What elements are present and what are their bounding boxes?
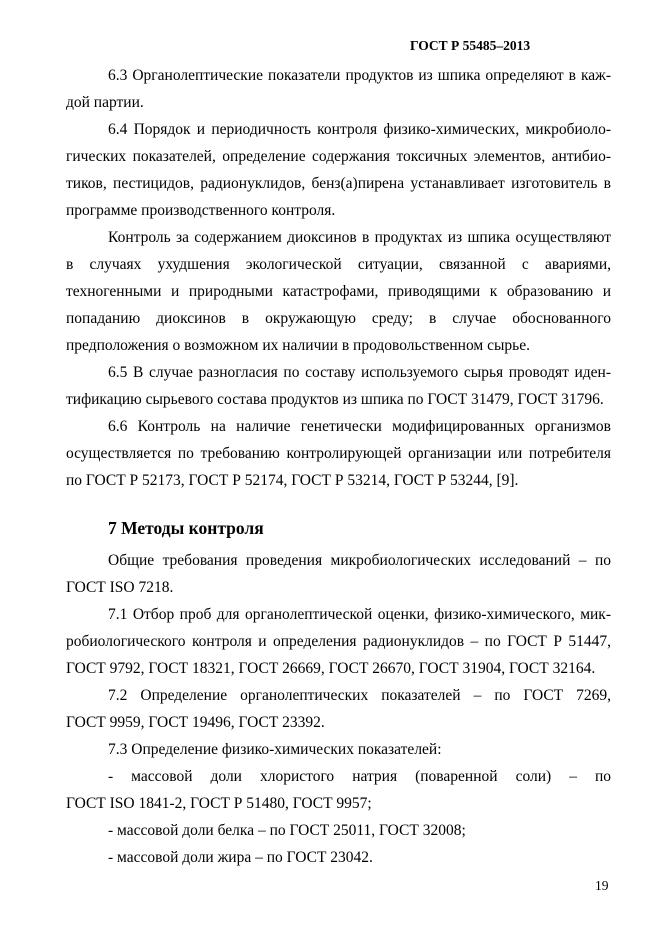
- text-line: гических показателей, определение содержания токсичных элементов, антибио-: [66, 148, 611, 165]
- text-line: ГОСТ ISO 1841-2, ГОСТ Р 51480, ГОСТ 9957;: [66, 795, 372, 812]
- text-line: техногенными и природными катастрофами, приводящими к образованию и: [66, 283, 611, 300]
- text-line: предположения о возможном их наличии в продовольственном сырье.: [66, 337, 530, 354]
- text-line: - массовой доли белка – по ГОСТ 25011, ГОСТ 32008;: [108, 822, 466, 839]
- text-line: осуществляется по требованию контролирующей организации или потребителя: [66, 445, 611, 462]
- text-line: - массовой доли жира – по ГОСТ 23042.: [108, 849, 373, 866]
- text-line: тиков, пестицидов, радионуклидов, бенз(а)пирена устанавливает изготовитель в: [66, 175, 611, 192]
- text-line: 6.5 В случае разногласия по составу используемого сырья проводят иден-: [108, 364, 611, 381]
- text-line: попаданию диоксинов в окружающую среду; в случае обоснованного: [66, 310, 611, 327]
- text-line: ГОСТ ISO 7218.: [66, 579, 174, 596]
- text-line: 7.2 Определение органолептических показателей – по ГОСТ 7269,: [108, 687, 611, 704]
- text-line: 6.3 Органолептические показатели продуктов из шпика определяют в каж-: [108, 67, 611, 84]
- text-line: робиологического контроля и определения радионуклидов – по ГОСТ Р 51447,: [66, 633, 611, 650]
- text-line: дой партии.: [66, 94, 144, 111]
- section-heading: 7 Методы контроля: [108, 518, 264, 538]
- document-header: ГОСТ Р 55485–2013: [410, 38, 531, 53]
- text-line: ГОСТ 9959, ГОСТ 19496, ГОСТ 23392.: [66, 714, 325, 731]
- text-line: - массовой доли хлористого натрия (поваренной соли) – по: [108, 768, 611, 785]
- text-line: по ГОСТ Р 52173, ГОСТ Р 52174, ГОСТ Р 53214, ГОСТ Р 53244, [9].: [66, 472, 519, 489]
- text-line: 6.6 Контроль на наличие генетически модифицированных организмов: [108, 418, 611, 435]
- text-line: программе производственного контроля.: [66, 202, 336, 219]
- text-line: Общие требования проведения микробиологических исследований – по: [108, 552, 611, 569]
- text-line: 7.3 Определение физико-химических показателей:: [108, 741, 442, 758]
- page-number: 19: [595, 878, 609, 893]
- text-line: в случаях ухудшения экологической ситуации, связанной с авариями,: [66, 256, 611, 273]
- text-line: тификацию сырьевого состава продуктов из шпика по ГОСТ 31479, ГОСТ 31796.: [66, 391, 604, 408]
- text-line: ГОСТ 9792, ГОСТ 18321, ГОСТ 26669, ГОСТ 26670, ГОСТ 31904, ГОСТ 32164.: [66, 660, 596, 677]
- text-line: 6.4 Порядок и периодичность контроля физико-химических, микробиоло-: [108, 121, 611, 138]
- text-line: Контроль за содержанием диоксинов в продуктах из шпика осуществляют: [108, 229, 611, 246]
- text-line: 7.1 Отбор проб для органолептической оценки, физико-химического, мик-: [108, 606, 611, 623]
